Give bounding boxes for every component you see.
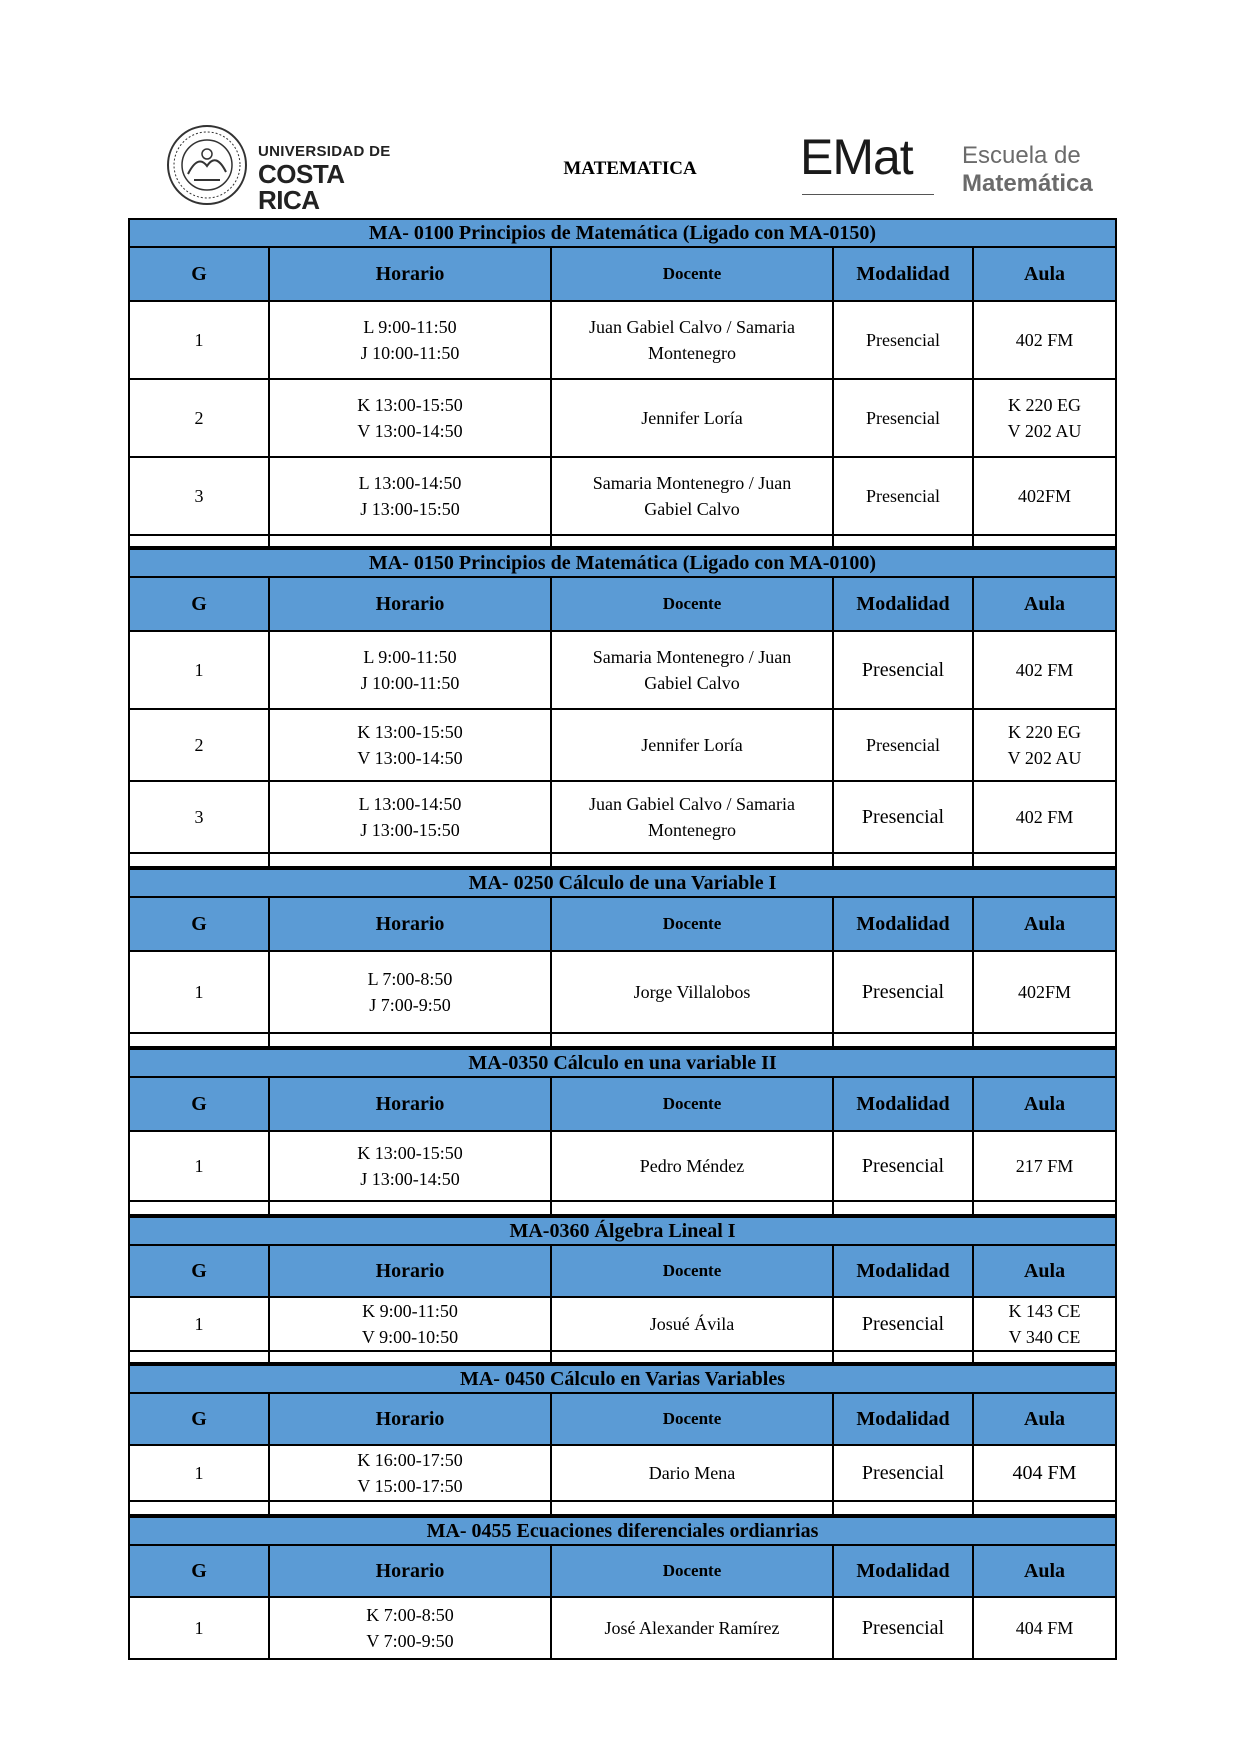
cell-modalidad: Presencial — [833, 1597, 973, 1659]
column-header-row — [129, 1245, 1116, 1297]
cell-docente — [551, 1445, 833, 1501]
cell-aula-line: 217 FM — [1015, 1156, 1074, 1176]
cell-aula — [973, 1445, 1116, 1501]
cell-horario-line: L 9:00-11:50 — [363, 317, 457, 337]
cell-docente-line: Montenegro — [648, 820, 736, 840]
emat-wordmark: EMat — [800, 129, 913, 185]
spacer-row — [129, 535, 1116, 547]
course-table — [128, 1516, 1117, 1660]
cell-aula — [973, 379, 1116, 457]
table-row — [129, 631, 1116, 709]
table-row — [129, 709, 1116, 781]
spacer-cell — [551, 853, 833, 867]
cell-horario-line: L 7:00-8:50 — [367, 969, 453, 989]
course-title: MA-0350 Cálculo en una variable II — [129, 1049, 1116, 1077]
spacer-cell — [551, 535, 833, 547]
cell-horario — [269, 709, 551, 781]
spacer-cell — [973, 1501, 1116, 1515]
header-aula: Aula — [973, 1545, 1116, 1597]
cell-aula-line: 402FM — [1017, 486, 1071, 506]
header-modalidad: Modalidad — [833, 1393, 973, 1445]
course-title: MA- 0450 Cálculo en Varias Variables — [129, 1365, 1116, 1393]
course-table — [128, 1048, 1117, 1216]
cell-horario-line: J 10:00-11:50 — [360, 673, 460, 693]
cell-group: 3 — [129, 457, 269, 535]
cell-group: 1 — [129, 1131, 269, 1201]
cell-docente-line: Juan Gabiel Calvo / Samaria — [589, 794, 795, 814]
column-header-row — [129, 1545, 1116, 1597]
spacer-cell — [269, 1351, 551, 1363]
table-row — [129, 781, 1116, 853]
header-g: G — [129, 247, 269, 301]
header-aula: Aula — [973, 577, 1116, 631]
cell-docente-line: Juan Gabiel Calvo / Samaria — [589, 317, 795, 337]
cell-docente — [551, 301, 833, 379]
cell-aula-line: K 220 EG — [1008, 722, 1081, 742]
cell-aula — [973, 631, 1116, 709]
header-g: G — [129, 577, 269, 631]
course-title: MA- 0250 Cálculo de una Variable I — [129, 869, 1116, 897]
cell-horario-line: K 16:00-17:50 — [357, 1450, 463, 1470]
cell-horario — [269, 1297, 551, 1351]
header-aula: Aula — [973, 1245, 1116, 1297]
header-horario: Horario — [269, 1245, 551, 1297]
university-seal-icon — [166, 124, 248, 206]
cell-aula — [973, 1597, 1116, 1659]
spacer-cell — [833, 1033, 973, 1047]
cell-aula — [973, 457, 1116, 535]
cell-modalidad: Presencial — [833, 379, 973, 457]
spacer-row — [129, 1351, 1116, 1363]
cell-horario — [269, 457, 551, 535]
cell-horario-line: K 13:00-15:50 — [357, 1143, 463, 1163]
cell-aula-line: 402 FM — [1015, 330, 1074, 350]
cell-aula — [973, 1297, 1116, 1351]
header-docente: Docente — [551, 1393, 833, 1445]
cell-docente-line: Gabiel Calvo — [644, 673, 740, 693]
column-header-row — [129, 577, 1116, 631]
emat-underline — [802, 194, 934, 195]
header-horario: Horario — [269, 1393, 551, 1445]
header-aula: Aula — [973, 1393, 1116, 1445]
page-header — [0, 0, 1241, 215]
cell-docente-line: José Alexander Ramírez — [604, 1618, 780, 1638]
spacer-cell — [269, 1501, 551, 1515]
course-table — [128, 868, 1117, 1048]
spacer-cell — [833, 1501, 973, 1515]
course-table — [128, 1364, 1117, 1516]
header-docente: Docente — [551, 897, 833, 951]
course-title: MA- 0150 Principios de Matemática (Ligado con MA-0100) — [129, 549, 1116, 577]
cell-docente-line: Montenegro — [648, 343, 736, 363]
cell-aula-line: 402FM — [1018, 982, 1072, 1002]
cell-docente — [551, 631, 833, 709]
header-modalidad: Modalidad — [833, 1077, 973, 1131]
table-row — [129, 301, 1116, 379]
header-g: G — [129, 1393, 269, 1445]
cell-aula — [973, 951, 1116, 1033]
cell-docente — [551, 1297, 833, 1351]
cell-aula-line: 402 FM — [1015, 807, 1074, 827]
header-aula: Aula — [973, 897, 1116, 951]
spacer-cell — [129, 1201, 269, 1215]
cell-modalidad: Presencial — [833, 1445, 973, 1501]
cell-horario-line: V 13:00-14:50 — [357, 748, 463, 768]
cell-aula — [973, 301, 1116, 379]
header-g: G — [129, 1245, 269, 1297]
spacer-cell — [833, 535, 973, 547]
spacer-cell — [129, 1501, 269, 1515]
spacer-cell — [551, 1351, 833, 1363]
spacer-cell — [833, 1351, 973, 1363]
cell-horario-line: J 13:00-14:50 — [360, 1169, 460, 1189]
cell-docente — [551, 781, 833, 853]
cell-modalidad: Presencial — [833, 1131, 973, 1201]
spacer-cell — [551, 1033, 833, 1047]
header-horario: Horario — [269, 577, 551, 631]
column-header-row — [129, 1393, 1116, 1445]
ucr-line1: UNIVERSIDAD DE — [258, 143, 391, 160]
cell-horario-line: K 13:00-15:50 — [357, 722, 463, 742]
spacer-row — [129, 1201, 1116, 1215]
cell-group: 1 — [129, 951, 269, 1033]
cell-modalidad: Presencial — [833, 1297, 973, 1351]
header-docente: Docente — [551, 247, 833, 301]
cell-aula-line: V 340 CE — [1008, 1327, 1081, 1347]
spacer-cell — [973, 1351, 1116, 1363]
cell-docente — [551, 709, 833, 781]
spacer-cell — [551, 1201, 833, 1215]
header-horario: Horario — [269, 247, 551, 301]
cell-modalidad: Presencial — [833, 781, 973, 853]
cell-aula — [973, 709, 1116, 781]
header-horario: Horario — [269, 1077, 551, 1131]
header-g: G — [129, 1545, 269, 1597]
spacer-row — [129, 1501, 1116, 1515]
spacer-cell — [129, 535, 269, 547]
cell-docente-line: Gabiel Calvo — [644, 499, 740, 519]
schedule-tables — [128, 218, 1115, 1660]
cell-docente-line: Samaria Montenegro / Juan — [592, 647, 792, 667]
cell-docente — [551, 457, 833, 535]
header-g: G — [129, 897, 269, 951]
header-modalidad: Modalidad — [833, 577, 973, 631]
spacer-cell — [269, 1201, 551, 1215]
cell-horario — [269, 781, 551, 853]
header-docente: Docente — [551, 1245, 833, 1297]
table-row — [129, 1297, 1116, 1351]
header-docente: Docente — [551, 1545, 833, 1597]
course-table — [128, 548, 1117, 868]
school-line1: Escuela de — [962, 142, 1081, 169]
header-docente: Docente — [551, 1077, 833, 1131]
cell-horario-line: L 13:00-14:50 — [358, 794, 462, 814]
spacer-cell — [129, 853, 269, 867]
cell-docente-line: Pedro Méndez — [639, 1156, 745, 1176]
cell-horario-line: K 13:00-15:50 — [357, 395, 463, 415]
spacer-cell — [129, 1351, 269, 1363]
cell-docente-line: Dario Mena — [648, 1463, 736, 1483]
cell-group: 2 — [129, 709, 269, 781]
cell-group: 1 — [129, 301, 269, 379]
cell-group: 1 — [129, 1445, 269, 1501]
cell-docente-line: Jennifer Loría — [641, 408, 743, 428]
header-g: G — [129, 1077, 269, 1131]
cell-modalidad: Presencial — [833, 457, 973, 535]
spacer-cell — [833, 1201, 973, 1215]
spacer-cell — [269, 535, 551, 547]
cell-horario-line: J 13:00-15:50 — [360, 499, 460, 519]
cell-horario — [269, 1131, 551, 1201]
ucr-wordmark — [258, 144, 406, 213]
cell-group: 1 — [129, 1597, 269, 1659]
header-modalidad: Modalidad — [833, 897, 973, 951]
cell-docente — [551, 1131, 833, 1201]
cell-group: 3 — [129, 781, 269, 853]
header-aula: Aula — [973, 247, 1116, 301]
spacer-row — [129, 1033, 1116, 1047]
cell-group: 2 — [129, 379, 269, 457]
cell-horario-line: V 7:00-9:50 — [366, 1631, 454, 1651]
course-table — [128, 1216, 1117, 1364]
cell-horario-line: V 15:00-17:50 — [357, 1476, 463, 1496]
header-modalidad: Modalidad — [833, 1245, 973, 1297]
cell-horario-line: K 7:00-8:50 — [366, 1605, 454, 1625]
spacer-cell — [973, 853, 1116, 867]
column-header-row — [129, 1077, 1116, 1131]
header-horario: Horario — [269, 897, 551, 951]
cell-aula-line: 404 FM — [1015, 1618, 1074, 1638]
cell-horario-line: K 9:00-11:50 — [362, 1301, 458, 1321]
cell-horario — [269, 631, 551, 709]
cell-modalidad: Presencial — [833, 631, 973, 709]
cell-group: 1 — [129, 631, 269, 709]
cell-horario — [269, 379, 551, 457]
cell-docente — [551, 1597, 833, 1659]
cell-aula-line: 402 FM — [1015, 660, 1074, 680]
column-header-row — [129, 247, 1116, 301]
spacer-cell — [973, 535, 1116, 547]
spacer-cell — [973, 1033, 1116, 1047]
course-table — [128, 218, 1117, 548]
header-modalidad: Modalidad — [833, 1545, 973, 1597]
spacer-cell — [269, 1033, 551, 1047]
header-horario: Horario — [269, 1545, 551, 1597]
cell-aula-line: K 143 CE — [1008, 1301, 1081, 1321]
cell-horario — [269, 301, 551, 379]
cell-aula-line: V 202 AU — [1007, 421, 1082, 441]
school-line2: Matemática — [962, 169, 1093, 197]
cell-aula-line: K 220 EG — [1008, 395, 1081, 415]
cell-horario — [269, 951, 551, 1033]
table-row — [129, 457, 1116, 535]
emat-logo — [800, 129, 940, 194]
cell-horario — [269, 1597, 551, 1659]
course-title: MA- 0455 Ecuaciones diferenciales ordianrias — [129, 1517, 1116, 1545]
spacer-cell — [833, 853, 973, 867]
cell-horario-line: L 13:00-14:50 — [358, 473, 462, 493]
cell-horario-line: L 9:00-11:50 — [363, 647, 457, 667]
ucr-logo — [166, 124, 406, 215]
cell-docente-line: Josué Ávila — [649, 1314, 735, 1334]
table-row — [129, 1597, 1116, 1659]
spacer-cell — [269, 853, 551, 867]
table-row — [129, 379, 1116, 457]
cell-aula-line: V 202 AU — [1007, 748, 1082, 768]
cell-horario-line: V 9:00-10:50 — [361, 1327, 459, 1347]
header-aula: Aula — [973, 1077, 1116, 1131]
cell-group: 1 — [129, 1297, 269, 1351]
spacer-cell — [551, 1501, 833, 1515]
ucr-line2: COSTA RICA — [258, 159, 344, 215]
spacer-cell — [973, 1201, 1116, 1215]
table-row — [129, 951, 1116, 1033]
cell-horario-line: J 7:00-9:50 — [369, 995, 451, 1015]
cell-docente — [551, 951, 833, 1033]
school-name — [962, 142, 1093, 197]
page-title: MATEMATICA — [563, 158, 697, 179]
cell-docente-line: Jorge Villalobos — [633, 982, 751, 1002]
spacer-cell — [129, 1033, 269, 1047]
spacer-row — [129, 853, 1116, 867]
cell-modalidad: Presencial — [833, 301, 973, 379]
cell-modalidad: Presencial — [833, 709, 973, 781]
cell-horario — [269, 1445, 551, 1501]
cell-modalidad: Presencial — [833, 951, 973, 1033]
cell-docente-line: Jennifer Loría — [641, 735, 743, 755]
cell-horario-line: J 13:00-15:50 — [360, 820, 460, 840]
cell-aula-line: 404 FM — [1012, 1462, 1077, 1484]
cell-horario-line: V 13:00-14:50 — [357, 421, 463, 441]
cell-docente — [551, 379, 833, 457]
table-row — [129, 1131, 1116, 1201]
table-row — [129, 1445, 1116, 1501]
cell-aula — [973, 781, 1116, 853]
course-title: MA-0360 Álgebra Lineal I — [129, 1217, 1116, 1245]
cell-aula — [973, 1131, 1116, 1201]
cell-horario-line: J 10:00-11:50 — [360, 343, 460, 363]
cell-docente-line: Samaria Montenegro / Juan — [592, 473, 792, 493]
header-modalidad: Modalidad — [833, 247, 973, 301]
course-title: MA- 0100 Principios de Matemática (Ligado con MA-0150) — [129, 219, 1116, 247]
header-docente: Docente — [551, 577, 833, 631]
column-header-row — [129, 897, 1116, 951]
